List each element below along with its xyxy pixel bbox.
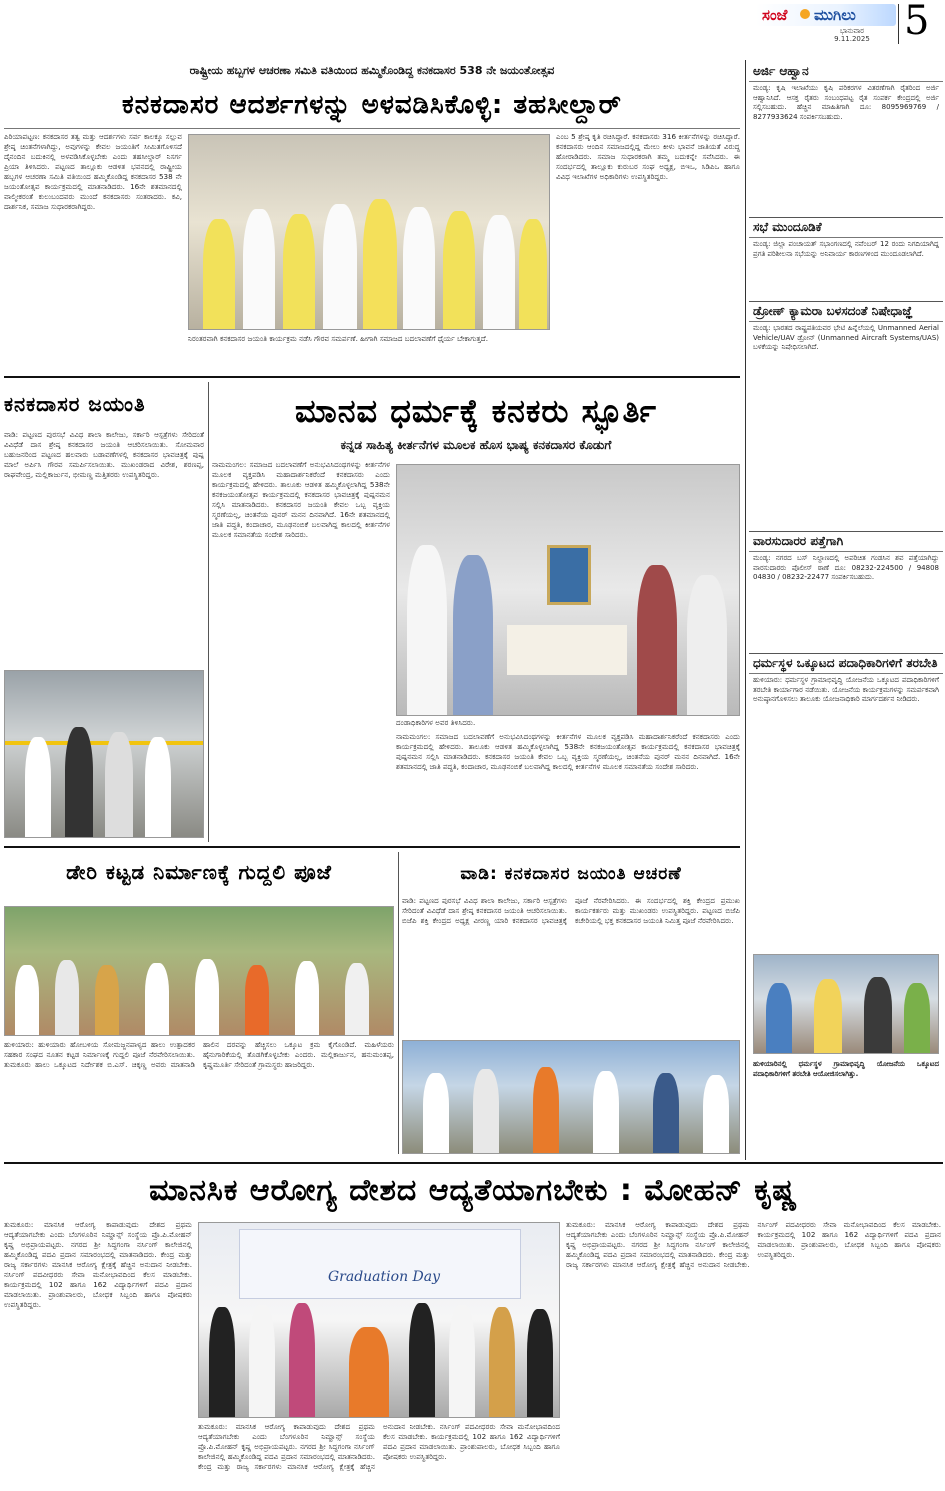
person (403, 207, 435, 329)
person (637, 565, 677, 715)
story3-photo-caption: ದಂಡಾಧಿಕಾರಿಗಳ ಅವರ ತಿಳಿಸಿದರು. (396, 718, 476, 727)
story6-photo (198, 1222, 560, 1418)
sidebar-item (749, 302, 943, 532)
person (295, 961, 319, 1035)
sidebar-item-title: ಧರ್ಮಸ್ಥಳ ಒಕ್ಕೂಟದ ಪದಾಧಿಕಾರಿಗಳಿಗೆ ತರಬೇತಿ (749, 654, 943, 674)
divider (4, 1162, 943, 1164)
story6-left-text: ತುಮಕೂರು: ಮಾನಸಿಕ ಆರೋಗ್ಯ ಕಾಪಾಡುವುದು ದೇಶದ ಪ್ರಥಮ ಆದ್ಯತೆಯಾಗಬೇಕು ಎಂದು ಬೆಂಗಳೂರಿನ ನಿಮ್ಹಾನ್ಸ್ ಸಂಸ್ಥೆಯ ಪ್ರೊ.ಪಿ.ಮೋಹನ್ ಕೃಷ್ಣ ಅಭಿಪ್ರಾಯಪಟ್ಟರು. ನಗರದ ಶ್ರೀ ಸಿದ್ಧಗಂಗಾ ನರ್ಸಿಂಗ್ ಕಾಲೇಜಿನಲ್ಲಿ ಹಮ್ಮಿಕೊಂಡಿದ್ದ ಪದವಿ ಪ್ರದಾನ ಸಮಾರಂಭದಲ್ಲಿ ಮಾತನಾಡಿದರು. ಕೇಂದ್ರ ಮತ್ತು ರಾಜ್ಯ ಸರ್ಕಾರಗಳು ಮಾನಸಿಕ ಆರೋಗ್ಯ ಕ್ಷೇತ್ರಕ್ಕೆ ಹೆಚ್ಚಿನ ಅನುದಾನ ನೀಡಬೇಕು. ನರ್ಸಿಂಗ್ ಪದವೀಧರರು ಸೇವಾ ಮನೋಭಾವದಿಂದ ಕೆಲಸ ಮಾಡಬೇಕು. ಕಾರ್ಯಕ್ರಮದಲ್ಲಿ 102 ಹಾಗೂ 162 ವಿದ್ಯಾರ್ಥಿಗಳಿಗೆ ಪದವಿ ಪ್ರದಾನ ಮಾಡಲಾಯಿತು. ಪ್ರಾಂಶುಪಾಲರು, ಬೋಧಕ ಸಿಬ್ಬಂದಿ ಹಾಗೂ ಪೋಷಕರು ಉಪಸ್ಥಿತರಿದ್ದರು. (4, 1220, 192, 1309)
person (527, 1309, 553, 1417)
person (593, 1071, 619, 1153)
sidebar-item-title: ಅರ್ಜಿ ಆಹ್ವಾನ (749, 62, 943, 82)
sun-icon (800, 9, 810, 19)
person (15, 965, 39, 1035)
story4-photo (4, 906, 394, 1036)
sidebar-item-text: ಹುಳಿಯಾರು: ಧರ್ಮಸ್ಥಳ ಗ್ರಾಮಾಭಿವೃದ್ಧಿ ಯೋಜನೆಯ ಒಕ್ಕೂಟದ ಪದಾಧಿಕಾರಿಗಳಿಗೆ ತರಬೇತಿ ಕಾರ್ಯಾಗಾರ ನಡೆಯಿತು. ಯೋಜನೆಯ ಕಾರ್ಯಕ್ರಮಗಳನ್ನು ಸಮರ್ಪಕವಾಗಿ ಅನುಷ್ಠಾನಗೊಳಿಸಲು ತಾಲೂಕು ಯೋಜನಾಧಿಕಾರಿ ಮಾರ್ಗದರ್ಶನ ನೀಡಿದರು. (753, 676, 939, 703)
person (423, 1073, 449, 1153)
story3-text-continued: ನಾಮಮಂಗಲ: ಸಮಾಜದ ಬದಲಾವಣೆಗೆ ಅನುಭವಿಸಿದಂಥಗಳನ್ನು ಕೀರ್ತನೆಗಳ ಮೂಲಕ ವ್ಯಕ್ತಪಡಿಸಿ ಮಹಾದಾರ್ಶನಿಕರೆಂದೆ ಕನಕದಾಸರು ಎಂದು ಕಾರ್ಯಕ್ರಮದಲ್ಲಿ ಹೇಳಿದರು. ತಾಲೂಕು ಆಡಳಿತ ಹಮ್ಮಿಕೊಳ್ಳಲಾಗಿದ್ದ 538ನೇ ಕನಕಜಯಂತೋತ್ಸವ ಕಾರ್ಯಕ್ರಮದಲ್ಲಿ ಕನಕದಾಸರ ಭಾವಚಿತ್ರಕ್ಕೆ ಪುಷ್ಪನಮನ ಸಲ್ಲಿಸಿ ಮಾತನಾಡಿದರು. ಕನಕದಾಸರ ಜಯಂತಿ ಕೇವಲ ಒಬ್ಬ ವ್ಯಕ್ತಿಯ ಸ್ಮರಣೆಯಲ್ಲ, ಚಿಂತನೆಯ ಪುನರ್ ಮನನ ದಿನವಾಗಿದೆ. 16ನೇ ಶತಮಾನದಲ್ಲಿ ಜಾತಿ ಪದ್ಧತಿ, ಕಂದಾಚಾರ, ಮೂಢನಂಬಿಕೆ ಬಲವಾಗಿದ್ದ ಕಾಲದಲ್ಲಿ ಕೀರ್ತನೆಗಳ ಮೂಲಕ ಸಮಾನತೆಯ ಸಂದೇಶ ಸಾರಿದರು. (396, 732, 740, 771)
logo-part2: ಮುಗಿಲು (814, 6, 856, 24)
person (483, 215, 515, 329)
divider (398, 852, 399, 1154)
sidebar-item (749, 532, 943, 654)
masthead-day: ಭಾನುವಾರ (839, 27, 865, 35)
story3-photo (396, 464, 740, 716)
sidebar-item (749, 654, 943, 954)
sidebar-item-text: ಮಂಡ್ಯ: ಜಿಲ್ಲಾ ಪಂಚಾಯತ್ ಸಭಾಂಗಣದಲ್ಲಿ ನವೆಂಬರ್ 12 ರಂದು ನಿಗದಿಯಾಗಿದ್ದ ಪ್ರಗತಿ ಪರಿಶೀಲನಾ ಸಭೆಯನ್ನು ಅನಿವಾರ್ಯ ಕಾರಣಗಳಿಂದ ಮುಂದೂಡಲಾಗಿದೆ. (753, 240, 939, 258)
person (283, 214, 315, 329)
sidebar-divider (745, 60, 746, 1160)
person (814, 979, 842, 1053)
person (65, 727, 93, 837)
sidebar-photo-caption: ಹುಳಿಯಾರಿನಲ್ಲಿ ಧರ್ಮಸ್ಥಳ ಗ್ರಾಮಾಭಿವೃದ್ಧಿ ಯೋಜನೆಯ ಒಕ್ಕೂಟದ ಪದಾಧಿಕಾರಿಗಳಿಗೆ ತರಬೇತಿ ಆಯೋಜಿಸಲಾಗಿತ್ತು. (753, 1060, 939, 1078)
person (249, 1305, 275, 1417)
person (145, 963, 169, 1035)
banner-text: Graduation Day (327, 1269, 441, 1285)
person (323, 204, 357, 329)
sidebar-item-title: ಸಭೆ ಮುಂದೂಡಿಕೆ (749, 218, 943, 238)
person (687, 575, 727, 715)
person (409, 1303, 435, 1417)
portrait-frame (547, 545, 591, 605)
person (489, 1307, 515, 1417)
story1-right-text: ಎಂಬ 5 ಶ್ರೇಷ್ಠ ಕೃತಿ ರಚಿಸಿದ್ದಾರೆ. ಕನಕದಾಸರು 316 ಕೀರ್ತನೆಗಳನ್ನು ರಚಿಸಿದ್ದಾರೆ. ಕನಕದಾಸರು ಆಂದಿನ ಸಮಾಜದಲ್ಲಿದ್ದ ಮೇಲು ಕೀಳು ಭಾವನೆ ಜಾತಿಯತೆ ವಿರುದ್ಧ ಹೋರಾಡಿದರು. ಸಮಾಜ ಸುಧಾರಕರಾಗಿ ತಮ್ಮ ಬದುಕನ್ನೇ ಸವೆಸಿದರು. ಈ ಸಂದರ್ಭದಲ್ಲಿ ತಾಲ್ಲೂಕು ಕುರುಬರ ಸಂಘ ಅಧ್ಯಕ್ಷ, ಬಿಇಒ, ಸಿಡಿಪಿಒ ಹಾಗೂ ವಿವಿಧ ಇಲಾಖೆಗಳ ಅಧಿಕಾರಿಗಳು ಉಪಸ್ಥಿತರಿದ್ದರು. (556, 132, 740, 181)
story2-photo (4, 670, 204, 838)
person (703, 1075, 729, 1153)
person (443, 211, 475, 329)
story5-photo (402, 1040, 740, 1154)
story6-headline: ಮಾನಸಿಕ ಆರೋಗ್ಯ ದೇಶದ ಆದ್ಯತೆಯಾಗಬೇಕು : ಮೋಹನ್ ಕೃಷ್ಣ (149, 1173, 798, 1208)
person (864, 977, 892, 1053)
story1-photo (188, 134, 550, 330)
page-number: 5 (904, 2, 930, 44)
sidebar-item-text: ಮಂಡ್ಯ: ನಗರದ ಬಸ್ ನಿಲ್ದಾಣದಲ್ಲಿ ಅಪರಿಚಿತ ಗಂಡಸಿನ ಶವ ಪತ್ತೆಯಾಗಿದ್ದು ವಾರಸುದಾರರು ಪೊಲೀಸ್ ಠಾಣೆ ದೂ: 08232-224500 / 94808 04830 / 08232-22477 ಸಂಪರ್ಕಿಸಬಹುದು. (753, 554, 939, 581)
person (95, 965, 119, 1035)
sidebar-item-text: ಮಂಡ್ಯ: ಭಾರತದ ರಾಷ್ಟ್ರಪತಿಯವರ ಭೇಟಿ ಹಿನ್ನೆಲೆಯಲ್ಲಿ Unmanned Aerial Vehicle/UAV ಡ್ರೋನ್ (Unmanned Aircraft Systems/UAS) ಬಳಕೆಯನ್ನು ನಿಷೇಧಿಸಲಾಗಿದೆ. (753, 324, 939, 351)
story1-headline: ಕನಕದಾಸರ ಆದರ್ಶಗಳನ್ನು ಅಳವಡಿಸಿಕೊಳ್ಳಿ: ತಹಸೀಲ್ದಾರ್ (122, 90, 622, 120)
sidebar (749, 62, 943, 1158)
person (349, 1327, 389, 1417)
story4-headline: ಡೇರಿ ಕಟ್ಟಡ ನಿರ್ಮಾಣಕ್ಕೆ ಗುದ್ದಲಿ ಪೂಜೆ (66, 860, 332, 884)
person (203, 219, 235, 329)
person (25, 737, 51, 837)
person (653, 1073, 679, 1153)
person (766, 983, 792, 1053)
backdrop-banner (239, 1229, 521, 1299)
person (904, 983, 930, 1053)
person (449, 1305, 475, 1417)
sidebar-item (749, 62, 943, 218)
masthead-date: 9.11.2025 (834, 35, 870, 43)
sidebar-item (749, 218, 943, 302)
person (345, 963, 369, 1035)
masthead (752, 2, 943, 46)
story6-bottom-text: ತುಮಕೂರು: ಮಾನಸಿಕ ಆರೋಗ್ಯ ಕಾಪಾಡುವುದು ದೇಶದ ಪ್ರಥಮ ಆದ್ಯತೆಯಾಗಬೇಕು ಎಂದು ಬೆಂಗಳೂರಿನ ನಿಮ್ಹಾನ್ಸ್ ಸಂಸ್ಥೆಯ ಪ್ರೊ.ಪಿ.ಮೋಹನ್ ಕೃಷ್ಣ ಅಭಿಪ್ರಾಯಪಟ್ಟರು. ನಗರದ ಶ್ರೀ ಸಿದ್ಧಗಂಗಾ ನರ್ಸಿಂಗ್ ಕಾಲೇಜಿನಲ್ಲಿ ಹಮ್ಮಿಕೊಂಡಿದ್ದ ಪದವಿ ಪ್ರದಾನ ಸಮಾರಂಭದಲ್ಲಿ ಮಾತನಾಡಿದರು. ಕೇಂದ್ರ ಮತ್ತು ರಾಜ್ಯ ಸರ್ಕಾರಗಳು ಮಾನಸಿಕ ಆರೋಗ್ಯ ಕ್ಷೇತ್ರಕ್ಕೆ ಹೆಚ್ಚಿನ ಅನುದಾನ ನೀಡಬೇಕು. ನರ್ಸಿಂಗ್ ಪದವೀಧರರು ಸೇವಾ ಮನೋಭಾವದಿಂದ ಕೆಲಸ ಮಾಡಬೇಕು. ಕಾರ್ಯಕ್ರಮದಲ್ಲಿ 102 ಹಾಗೂ 162 ವಿದ್ಯಾರ್ಥಿಗಳಿಗೆ ಪದವಿ ಪ್ರದಾನ ಮಾಡಲಾಯಿತು. ಪ್ರಾಂಶುಪಾಲರು, ಬೋಧಕ ಸಿಬ್ಬಂದಿ ಹಾಗೂ ಪೋಷಕರು ಉಪಸ್ಥಿತರಿದ್ದರು. (198, 1422, 560, 1471)
story2-text: ವಾಡಿ: ಪಟ್ಟಣದ ಪುರಸಭೆ ವಿವಿಧ ಶಾಲಾ ಕಾಲೇಜು, ಸರ್ಕಾರಿ ಆಸ್ಪತ್ರೆಗಳು ಸೇರಿದಂತೆ ವಿವಿಧೆಡೆ ದಾಸ ಶ್ರೇಷ್ಠ ಕನಕದಾಸರ ಜಯಂತಿ ಆಚರಿಸಲಾಯಿತು. ಸೋಮವಾರ ಬಹುಜನರಿಂದ ಪಟ್ಟಣದ ಹಲವಾರು ಬಡಾವಣೆಗಳಲ್ಲಿ ಕನಕದಾಸರ ಭಾವಚಿತ್ರಕ್ಕೆ ಪುಷ್ಪ ಮಾಲೆ ಅರ್ಪಿಸಿ ಗೌರವ ಸಮರ್ಪಿಸಲಾಯಿತು. ಮುಖಂಡರಾದ ವಿರೇಶ, ಶರಣಪ್ಪ, ರಾಘವೇಂದ್ರ, ಮಲ್ಲಿಕಾರ್ಜುನ, ಭೀಮಣ್ಣ ಮತ್ತಿತರರು ಉಪಸ್ಥಿತರಿದ್ದರು. (4, 430, 204, 479)
person (453, 555, 493, 715)
logo-part1: ಸಂಜೆ (762, 6, 788, 24)
story1-photo-caption: ನಿರಂತರವಾಗಿ ಕನಕದಾಸರ ಜಯಂತಿ ಕಾರ್ಯಕ್ರಮ ನಡೆಸಿ ಗೌರವ ಸಮರ್ಪಣೆ. ಹೀಗಾಗಿ ಸಮಾಜದ ಬದಲಾವಣೆಗೆ ಧೈರ್ಯ ಬೇಕಾಗುತ್ತದೆ. (188, 334, 489, 343)
divider (4, 376, 740, 378)
story4-text: ಹುಳಿಯಾರು: ಹುಳಿಯಾರು ಹೋಬಳಿಯ ಸೋಮಜ್ಜನಪಾಳ್ಯದ ಹಾಲು ಉತ್ಪಾದಕರ ಸಹಕಾರ ಸಂಘದ ನೂತನ ಕಟ್ಟಡ ನಿರ್ಮಾಣಕ್ಕೆ ಗುದ್ದಲಿ ಪೂಜೆ ನೆರವೇರಿಸಲಾಯಿತು. ತುಮಕೂರು ಹಾಲು ಒಕ್ಕೂಟದ ನಿರ್ದೇಶಕ ಬಿ.ಎಸ್. ಚಿಕ್ಕಣ್ಣ ಅವರು ಮಾತನಾಡಿ ಹಾಲಿನ ದರವನ್ನು ಹೆಚ್ಚಿಸಲು ಒಕ್ಕೂಟ ಕ್ರಮ ಕೈಗೊಂಡಿದೆ. ಮಹಿಳೆಯರು ಹೈನುಗಾರಿಕೆಯಲ್ಲಿ ತೊಡಗಿಕೊಳ್ಳಬೇಕು ಎಂದರು. ಮಲ್ಲಿಕಾರ್ಜುನ, ಹನುಮಂತಪ್ಪ, ಕೃಷ್ಣಮೂರ್ತಿ ಸೇರಿದಂತೆ ಗ್ರಾಮಸ್ಥರು ಹಾಜರಿದ್ದರು. (4, 1040, 394, 1069)
story3-text: ನಾಮಮಂಗಲ: ಸಮಾಜದ ಬದಲಾವಣೆಗೆ ಅನುಭವಿಸಿದಂಥಗಳನ್ನು ಕೀರ್ತನೆಗಳ ಮೂಲಕ ವ್ಯಕ್ತಪಡಿಸಿ ಮಹಾದಾರ್ಶನಿಕರೆಂದೆ ಕನಕದಾಸರು ಎಂದು ಕಾರ್ಯಕ್ರಮದಲ್ಲಿ ಹೇಳಿದರು. ತಾಲೂಕು ಆಡಳಿತ ಹಮ್ಮಿಕೊಳ್ಳಲಾಗಿದ್ದ 538ನೇ ಕನಕಜಯಂತೋತ್ಸವ ಕಾರ್ಯಕ್ರಮದಲ್ಲಿ ಕನಕದಾಸರ ಭಾವಚಿತ್ರಕ್ಕೆ ಪುಷ್ಪನಮನ ಸಲ್ಲಿಸಿ ಮಾತನಾಡಿದರು. ಕನಕದಾಸರ ಜಯಂತಿ ಕೇವಲ ಒಬ್ಬ ವ್ಯಕ್ತಿಯ ಸ್ಮರಣೆಯಲ್ಲ, ಚಿಂತನೆಯ ಪುನರ್ ಮನನ ದಿನವಾಗಿದೆ. 16ನೇ ಶತಮಾನದಲ್ಲಿ ಜಾತಿ ಪದ್ಧತಿ, ಕಂದಾಚಾರ, ಮೂಢನಂಬಿಕೆ ಬಲವಾಗಿದ್ದ ಕಾಲದಲ್ಲಿ ಕೀರ್ತನೆಗಳ ಮೂಲಕ ಸಮಾನತೆಯ ಸಂದೇಶ ಸಾರಿದರು. (212, 460, 390, 539)
person (407, 545, 447, 715)
masthead-logo (756, 4, 896, 26)
person (145, 737, 171, 837)
sidebar-item-text: ಮಂಡ್ಯ: ಕೃಷಿ ಇಲಾಖೆಯು ಕೃಷಿ ಪರಿಕರಗಳ ವಿತರಣೆಗಾಗಿ ರೈತರಿಂದ ಅರ್ಜಿ ಆಹ್ವಾನಿಸಿದೆ. ಆಸಕ್ತ ರೈತರು ಸಂಬಂಧಪಟ್ಟ ರೈತ ಸಂಪರ್ಕ ಕೇಂದ್ರದಲ್ಲಿ ಅರ್ಜಿ ಸಲ್ಲಿಸಬಹುದು. ಹೆಚ್ಚಿನ ಮಾಹಿತಿಗಾಗಿ ದೂ: 8095969769 / 8277933624 ಸಂಪರ್ಕಿಸಬಹುದು. (753, 84, 939, 121)
story2-headline: ಕನಕದಾಸರ ಜಯಂತಿ (4, 392, 146, 416)
person (473, 1069, 499, 1153)
story6-right-text: ತುಮಕೂರು: ಮಾನಸಿಕ ಆರೋಗ್ಯ ಕಾಪಾಡುವುದು ದೇಶದ ಪ್ರಥಮ ಆದ್ಯತೆಯಾಗಬೇಕು ಎಂದು ಬೆಂಗಳೂರಿನ ನಿಮ್ಹಾನ್ಸ್ ಸಂಸ್ಥೆಯ ಪ್ರೊ.ಪಿ.ಮೋಹನ್ ಕೃಷ್ಣ ಅಭಿಪ್ರಾಯಪಟ್ಟರು. ನಗರದ ಶ್ರೀ ಸಿದ್ಧಗಂಗಾ ನರ್ಸಿಂಗ್ ಕಾಲೇಜಿನಲ್ಲಿ ಹಮ್ಮಿಕೊಂಡಿದ್ದ ಪದವಿ ಪ್ರದಾನ ಸಮಾರಂಭದಲ್ಲಿ ಮಾತನಾಡಿದರು. ಕೇಂದ್ರ ಮತ್ತು ರಾಜ್ಯ ಸರ್ಕಾರಗಳು ಮಾನಸಿಕ ಆರೋಗ್ಯ ಕ್ಷೇತ್ರಕ್ಕೆ ಹೆಚ್ಚಿನ ಅನುದಾನ ನೀಡಬೇಕು. ನರ್ಸಿಂಗ್ ಪದವೀಧರರು ಸೇವಾ ಮನೋಭಾವದಿಂದ ಕೆಲಸ ಮಾಡಬೇಕು. ಕಾರ್ಯಕ್ರಮದಲ್ಲಿ 102 ಹಾಗೂ 162 ವಿದ್ಯಾರ್ಥಿಗಳಿಗೆ ಪದವಿ ಪ್ರದಾನ ಮಾಡಲಾಯಿತು. ಪ್ರಾಂಶುಪಾಲರು, ಬೋಧಕ ಸಿಬ್ಬಂದಿ ಹಾಗೂ ಪೋಷಕರು ಉಪಸ್ಥಿತರಿದ್ದರು. (566, 1220, 941, 1269)
person (289, 1303, 315, 1417)
sidebar-item-title: ಡ್ರೋಣ್ ಕ್ಯಾಮರಾ ಬಳಸದಂತೆ ನಿಷೇಧಾಜ್ಞೆ (749, 302, 943, 322)
person (209, 1307, 235, 1417)
sidebar-photo (753, 954, 939, 1054)
person (195, 959, 219, 1035)
divider (4, 128, 740, 129)
sidebar-item-title: ವಾರಸುದಾರರ ಪತ್ತೆಗಾಗಿ (749, 532, 943, 552)
story5-headline: ವಾಡಿ: ಕನಕದಾಸರ ಜಯಂತಿ ಆಚರಣೆ (460, 864, 682, 884)
person (105, 732, 133, 837)
story3-headline: ಮಾನವ ಧರ್ಮಕ್ಕೆ ಕನಕರು ಸ್ಫೂರ್ತಿ (295, 392, 657, 430)
person (55, 960, 79, 1035)
person (519, 219, 547, 329)
story1-left-text: ಪಿರಿಯಾಪಟ್ಟಣ: ಕನಕದಾಸರ ತತ್ವ ಮತ್ತು ಆದರ್ಶಗಳು ಸರ್ವ ಕಾಲಕ್ಕೂ ಸಲ್ಲುವ ಶ್ರೇಷ್ಠ ಚಿಂತನೆಗಳಾಗಿದ್ದು, ಅವುಗಳನ್ನು ಕೇವಲ ಜಯಂತಿಗೆ ಸೀಮಿತಗೊಳಿಸದೆ ದೈನಂದಿನ ಬದುಕಿನಲ್ಲಿ ಅಳವಡಿಸಿಕೊಳ್ಳಬೇಕು ಎಂದು ತಹಸೀಲ್ದಾರ್ ನಿಸರ್ಗ ಪ್ರಿಯಾ ತಿಳಿಸಿದರು. ಪಟ್ಟಣದ ತಾಲ್ಲೂಕು ಆಡಳಿತ ಭವನದಲ್ಲಿ ರಾಷ್ಟ್ರೀಯ ಹಬ್ಬಗಳ ಆಚರಣಾ ಸಮಿತಿ ವತಿಯಿಂದ ಹಮ್ಮಿಕೊಂಡಿದ್ದ ಕನಕದಾಸರ 538 ನೇ ಜಯಂತೋತ್ಸವ ಕಾರ್ಯಕ್ರಮದಲ್ಲಿ ಮಾತನಾಡಿದರು. 16ನೇ ಶತಮಾನದಲ್ಲಿ ವಾಲ್ಮೀಕರಂತೆ ಕುಲುಬಂದವರು ಮುಂದೆ ಕನಕದಾಸರು ಸಂತರಾದರು. ಕವಿ, ದಾರ್ಶನಿಕ, ಸಮಾಜ ಸುಧಾರಕರಾಗಿದ್ದರು. (4, 132, 182, 211)
person (533, 1067, 559, 1153)
person (245, 965, 269, 1035)
masthead-divider (898, 4, 899, 44)
divider (208, 382, 209, 842)
story1-kicker: ರಾಷ್ಟ್ರೀಯ ಹಬ್ಬಗಳ ಆಚರಣಾ ಸಮಿತಿ ವತಿಯಿಂದ ಹಮ್ಮಿಕೊಂಡಿದ್ದ ಕನಕದಾಸರ 538 ನೇ ಜಯಂತೋತ್ಸವ (189, 64, 555, 77)
divider (4, 846, 740, 848)
story3-subhead: ಕನ್ನಡ ಸಾಹಿತ್ಯ ಕೀರ್ತನೆಗಳ ಮೂಲಕ ಹೊಸ ಭಾಷ್ಯ ಕನಕದಾಸರ ಕೊಡುಗೆ (340, 438, 612, 452)
person (363, 199, 397, 329)
table (507, 625, 627, 675)
person (243, 209, 275, 329)
story5-text: ವಾಡಿ: ಪಟ್ಟಣದ ಪುರಸಭೆ ವಿವಿಧ ಶಾಲಾ ಕಾಲೇಜು, ಸರ್ಕಾರಿ ಆಸ್ಪತ್ರೆಗಳು ಸೇರಿದಂತೆ ವಿವಿಧೆಡೆ ದಾಸ ಶ್ರೇಷ್ಠ ಕನಕದಾಸರ ಜಯಂತಿ ಆಚರಿಸಲಾಯಿತು. ಬಿಜೆಪಿ ಶಕ್ತಿ ಕೇಂದ್ರದ ಅಧ್ಯಕ್ಷ ವೀರಣ್ಣ ಯಾರಿ ಕನಕದಾಸರ ಭಾವಚಿತ್ರಕ್ಕೆ ಪೂಜೆ ನೆರವೇರಿಸಿದರು. ಈ ಸಂದರ್ಭದಲ್ಲಿ ಶಕ್ತಿ ಕೇಂದ್ರದ ಪ್ರಮುಖ ಕಾರ್ಯಕರ್ತರು ಮತ್ತು ಮುಖಂಡರು ಉಪಸ್ಥಿತರಿದ್ದರು. ಪಟ್ಟಣದ ಬಿಜೆಪಿ ಕಚೇರಿಯಲ್ಲಿ ಭಕ್ತ ಕನಕದಾಸರ ಜಯಂತಿ ನಿಮಿತ್ತ ಪೂಜೆ ನೆರವೇರಿಸಿದರು. (402, 896, 740, 925)
